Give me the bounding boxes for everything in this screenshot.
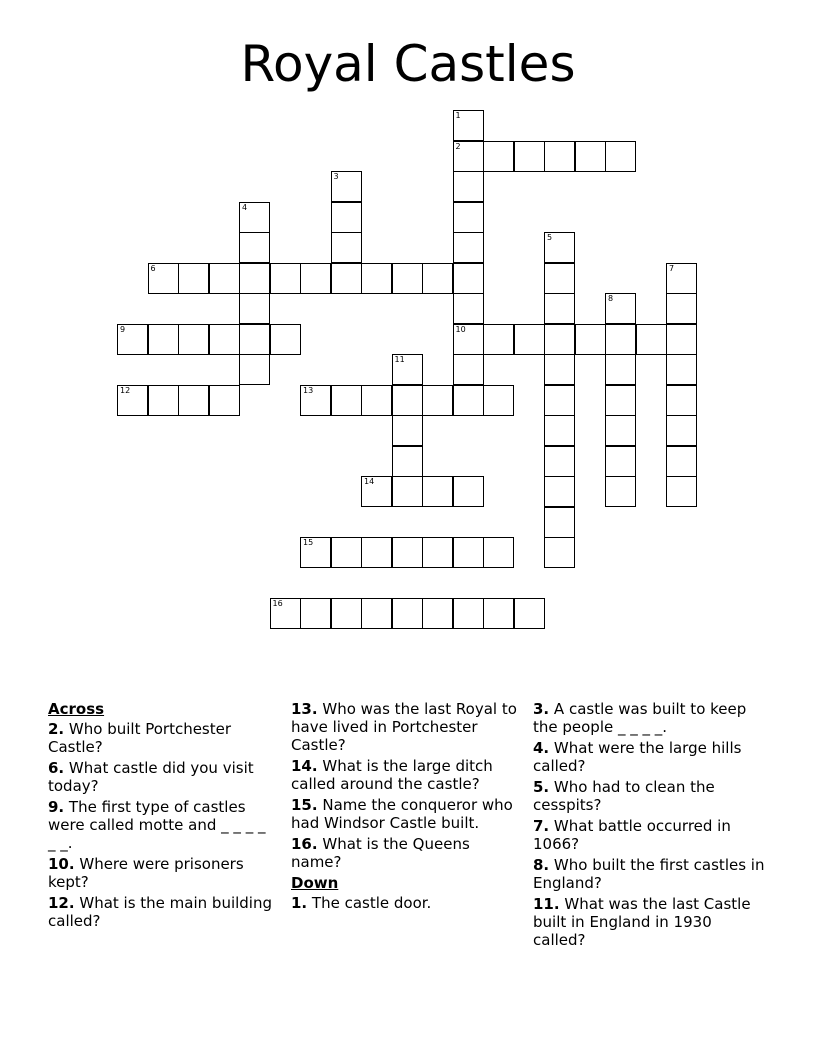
clues-column-1 (48, 700, 273, 933)
grid-cell[interactable] (361, 598, 392, 629)
grid-cell[interactable] (331, 598, 362, 629)
cell-number: 2 (455, 141, 461, 151)
grid-cell[interactable] (544, 324, 575, 355)
grid-cell[interactable] (453, 385, 484, 416)
clue-number: 9. (48, 798, 65, 816)
grid-cell[interactable] (331, 171, 362, 202)
grid-cell[interactable] (239, 324, 270, 355)
grid-cell[interactable] (392, 446, 423, 477)
clue-number: 5. (533, 778, 550, 796)
grid-cell[interactable] (392, 598, 423, 629)
grid-cell[interactable] (392, 263, 423, 294)
grid-cell[interactable] (453, 202, 484, 233)
grid-cell[interactable] (666, 446, 697, 477)
grid-cell[interactable] (361, 537, 392, 568)
grid-cell[interactable] (544, 385, 575, 416)
cell-number: 9 (120, 324, 126, 334)
grid-cell[interactable] (392, 415, 423, 446)
cell-number: 15 (303, 538, 314, 547)
grid-cell[interactable] (483, 141, 514, 172)
clue-across-10 (48, 855, 273, 891)
clue-text: What is the large ditch called around the castle? (291, 757, 493, 793)
grid-cell[interactable] (483, 385, 514, 416)
grid-cell[interactable] (422, 598, 453, 629)
grid-cell[interactable] (117, 324, 148, 355)
grid-cell[interactable] (544, 537, 575, 568)
clue-number: 1. (291, 894, 308, 912)
grid-cell[interactable] (270, 598, 301, 629)
grid-cell[interactable] (544, 232, 575, 263)
grid-cell[interactable] (514, 598, 545, 629)
clue-across-9 (48, 798, 273, 852)
clue-across-14 (291, 757, 523, 793)
grid-cell[interactable] (605, 385, 636, 416)
grid-cell[interactable] (453, 537, 484, 568)
clue-number: 16. (291, 835, 318, 853)
clue-text: What is the Queens name? (291, 835, 470, 871)
grid-cell[interactable] (422, 263, 453, 294)
clue-number: 7. (533, 817, 550, 835)
grid-cell[interactable] (209, 324, 240, 355)
grid-cell[interactable] (422, 476, 453, 507)
grid-cell[interactable] (361, 385, 392, 416)
grid-cell[interactable] (178, 324, 209, 355)
cell-number: 12 (120, 385, 131, 395)
grid-cell[interactable] (239, 232, 270, 263)
grid-cell[interactable] (666, 415, 697, 446)
clue-number: 3. (533, 700, 550, 718)
grid-cell[interactable] (514, 141, 545, 172)
clue-down-3 (533, 700, 768, 736)
grid-cell[interactable] (483, 324, 514, 355)
grid-cell[interactable] (575, 141, 606, 172)
clue-number: 4. (533, 739, 550, 757)
clue-across-6 (48, 759, 273, 795)
grid-cell[interactable] (514, 324, 545, 355)
clue-number: 10. (48, 855, 75, 873)
clue-number: 12. (48, 894, 75, 912)
cell-number: 16 (272, 599, 283, 608)
grid-cell[interactable] (666, 476, 697, 507)
clue-down-1 (291, 894, 523, 912)
grid-cell[interactable] (331, 385, 362, 416)
grid-cell[interactable] (148, 263, 179, 294)
grid-cell[interactable] (239, 202, 270, 233)
grid-cell[interactable] (422, 385, 453, 416)
grid-cell[interactable] (666, 354, 697, 385)
clue-number: 8. (533, 856, 550, 874)
page-title: Royal Castles (240, 35, 576, 93)
clue-text: Who had to clean the cesspits? (533, 778, 715, 814)
grid-cell[interactable] (453, 263, 484, 294)
grid-cell[interactable] (209, 385, 240, 416)
grid-cell[interactable] (270, 324, 301, 355)
grid-cell[interactable] (544, 446, 575, 477)
grid-cell[interactable] (331, 232, 362, 263)
grid-cell[interactable] (178, 385, 209, 416)
grid-cell[interactable] (331, 263, 362, 294)
grid-cell[interactable] (453, 354, 484, 385)
grid-cell[interactable] (300, 263, 331, 294)
grid-cell[interactable] (453, 110, 484, 141)
cell-number: 3 (333, 172, 339, 181)
clue-text: Who built Portchester Castle? (48, 720, 232, 756)
grid-cell[interactable] (331, 202, 362, 233)
grid-cell[interactable] (544, 354, 575, 385)
grid-cell[interactable] (453, 476, 484, 507)
grid-cell[interactable] (300, 385, 331, 416)
grid-cell[interactable] (453, 232, 484, 263)
grid-cell[interactable] (117, 385, 148, 416)
grid-cell[interactable] (392, 537, 423, 568)
clue-number: 2. (48, 720, 65, 738)
clue-text: What castle did you visit today? (48, 759, 254, 795)
grid-cell[interactable] (605, 446, 636, 477)
clue-number: 11. (533, 895, 560, 913)
cell-number: 13 (303, 385, 314, 395)
grid-cell[interactable] (422, 537, 453, 568)
clue-down-7 (533, 817, 768, 853)
clue-across-15 (291, 796, 523, 832)
grid-cell[interactable] (605, 293, 636, 324)
clue-text: The first type of castles were called motte and _ _ _ _ _ _. (48, 798, 266, 852)
grid-cell[interactable] (209, 263, 240, 294)
grid-cell[interactable] (544, 415, 575, 446)
grid-cell[interactable] (575, 324, 606, 355)
clue-across-16 (291, 835, 523, 871)
clue-text: Where were prisoners kept? (48, 855, 244, 891)
grid-cell[interactable] (239, 293, 270, 324)
clue-text: Name the conqueror who had Windsor Castle built. (291, 796, 513, 832)
clue-text: The castle door. (311, 894, 432, 912)
clue-down-11 (533, 895, 768, 949)
grid-cell[interactable] (331, 537, 362, 568)
grid-cell[interactable] (544, 476, 575, 507)
clue-number: 14. (291, 757, 318, 775)
grid-cell[interactable] (605, 141, 636, 172)
clue-number: 13. (291, 700, 318, 718)
grid-cell[interactable] (605, 476, 636, 507)
cell-number: 4 (242, 202, 248, 212)
clue-text: What was the last Castle built in England in 1930 called? (533, 895, 751, 949)
grid-cell[interactable] (453, 293, 484, 324)
grid-cell[interactable] (453, 598, 484, 629)
grid-cell[interactable] (605, 324, 636, 355)
cell-number: 5 (547, 233, 553, 242)
cell-number: 11 (394, 355, 405, 364)
clue-down-5 (533, 778, 768, 814)
cell-number: 10 (455, 324, 466, 334)
grid-cell[interactable] (392, 354, 423, 385)
clue-number: 6. (48, 759, 65, 777)
grid-cell[interactable] (392, 476, 423, 507)
clue-down-4 (533, 739, 768, 775)
grid-cell[interactable] (483, 537, 514, 568)
grid-cell[interactable] (300, 537, 331, 568)
clue-across-12 (48, 894, 273, 930)
grid-cell[interactable] (361, 263, 392, 294)
grid-cell[interactable] (666, 293, 697, 324)
grid-cell[interactable] (178, 263, 209, 294)
grid-cell[interactable] (483, 598, 514, 629)
clue-text: What is the main building called? (48, 894, 273, 930)
grid-cell[interactable] (453, 324, 484, 355)
grid-cell[interactable] (666, 385, 697, 416)
clue-text: What were the large hills called? (533, 739, 742, 775)
clues-column-2 (291, 700, 523, 915)
grid-cell[interactable] (666, 263, 697, 294)
grid-cell[interactable] (300, 598, 331, 629)
grid-cell[interactable] (544, 293, 575, 324)
cell-number: 8 (608, 294, 614, 303)
grid-cell[interactable] (544, 507, 575, 538)
grid-cell[interactable] (636, 324, 667, 355)
clue-across-13 (291, 700, 523, 754)
grid-cell[interactable] (239, 263, 270, 294)
clue-number: 15. (291, 796, 318, 814)
clue-text: A castle was built to keep the people _ _ _ _. (533, 700, 747, 736)
clue-text: Who was the last Royal to have lived in Portchester Castle? (291, 700, 517, 754)
grid-cell[interactable] (544, 141, 575, 172)
across-heading: Across (48, 700, 105, 718)
grid-cell[interactable] (453, 141, 484, 172)
down-heading: Down (291, 874, 339, 892)
clue-text: Who built the first castles in England? (533, 856, 765, 892)
grid-cell[interactable] (666, 324, 697, 355)
grid-cell[interactable] (361, 476, 392, 507)
clues-column-3 (533, 700, 768, 952)
grid-cell[interactable] (544, 263, 575, 294)
grid-cell[interactable] (392, 385, 423, 416)
clue-down-8 (533, 856, 768, 892)
grid-cell[interactable] (148, 385, 179, 416)
grid-cell[interactable] (148, 324, 179, 355)
clue-across-2 (48, 720, 273, 756)
cell-number: 1 (455, 111, 461, 120)
grid-cell[interactable] (605, 354, 636, 385)
grid-cell[interactable] (605, 415, 636, 446)
cell-number: 7 (669, 263, 675, 273)
clue-text: What battle occurred in 1066? (533, 817, 731, 853)
cell-number: 14 (364, 477, 375, 486)
grid-cell[interactable] (270, 263, 301, 294)
grid-cell[interactable] (239, 354, 270, 385)
grid-cell[interactable] (453, 171, 484, 202)
cell-number: 6 (150, 263, 156, 273)
